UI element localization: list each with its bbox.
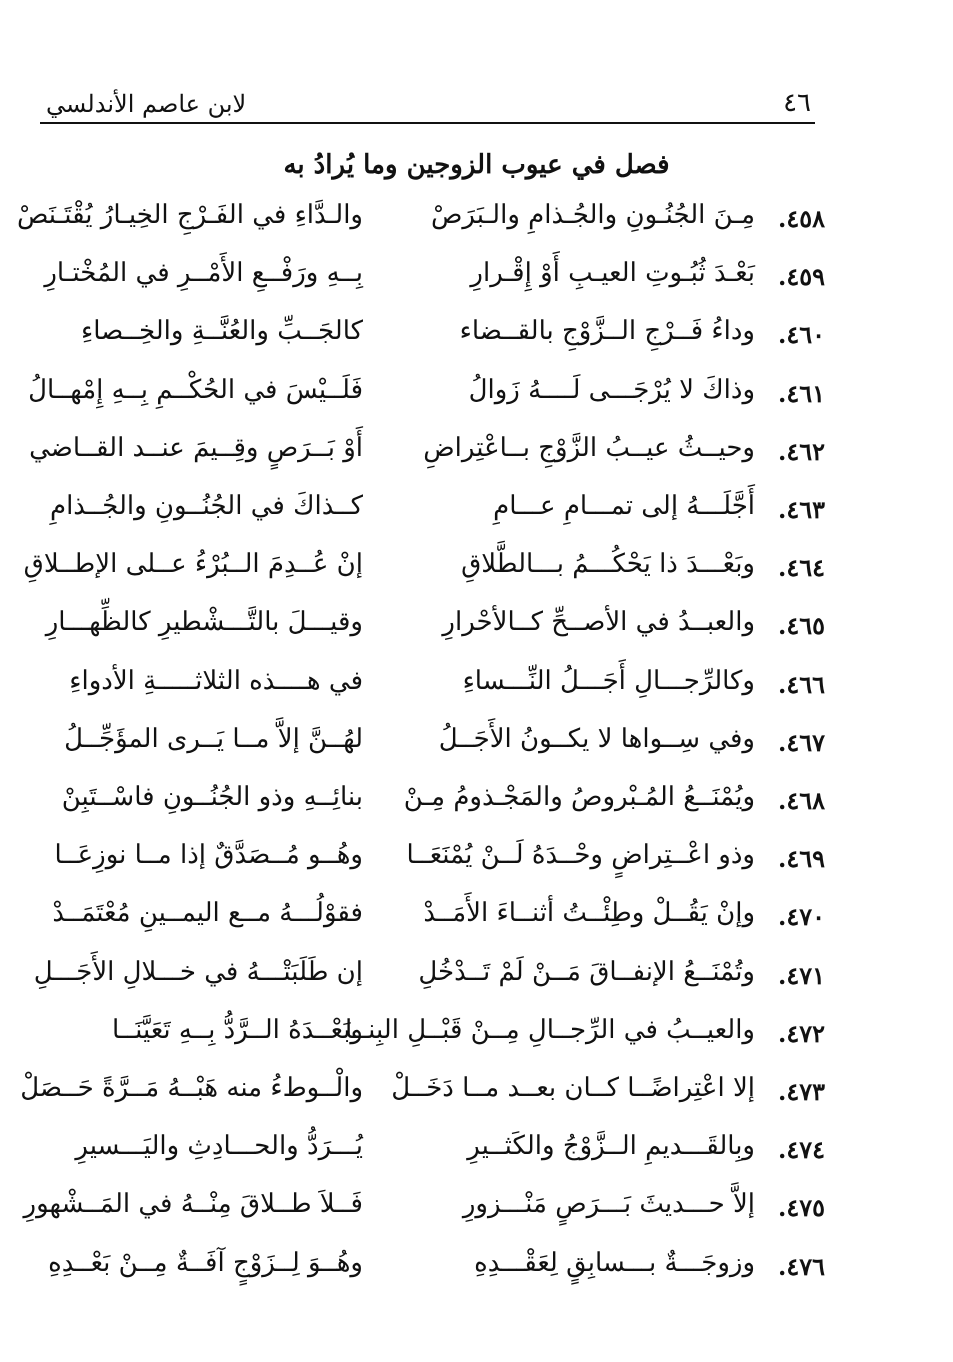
verse-row [0,371,953,429]
verse-second-hemistich: وبَعْــدَهُ الــرَّدُّ بِــهِ تَعَيَّنَــا [112,1014,363,1045]
verse-second-hemistich: فَــلاَ طــلاقَ مِنْــهُ في المَــشْهورِ [23,1189,363,1220]
verse-number: ٤٧٥. [777,1193,825,1223]
verse-second-hemistich: وهُــو مُــصَدَّقٌ إذا مــا نوزِعَــا [54,840,363,871]
verse-first-hemistich: وزوجَـــةٌ بـــسابِقٍ لِعَقْـــدِهِ [474,1247,755,1278]
verse-first-hemistich: وبِالقَـــديمِ الــزَّوْجُ والكَثــيرِ [467,1131,755,1162]
verse-number: ٤٦٤. [777,553,825,583]
verse-second-hemistich: وقيـــلَ بالتَّـــشْطيرِ كالظِّهـــارِ [45,607,363,638]
verse-second-hemistich: إنْ عُــدِمَ الــبُرْءُ عــلى الإطــلاقِ [23,549,363,580]
verse-row [0,1069,953,1127]
verse-row [0,1127,953,1185]
verse-second-hemistich: بِــهِ ورَفْــعِ الأَمْــرِ في المُخْتـارِ [44,258,363,289]
verse-number: ٤٥٩. [777,262,825,292]
verse-number: ٤٦٩. [777,844,825,874]
verse-second-hemistich: أَوْ بَــرَصٍ وقِــيمَ عنــد القــاضي [29,432,363,463]
verse-second-hemistich: لهُــنَّ إلاَّ مــا يَــرى المؤَجِّــلُ [64,723,363,754]
verse-first-hemistich: وتُمْنَــعُ الإنفــاقَ مَــنْ لَمْ تَــدْخُلِ [418,956,755,987]
verse-first-hemistich: بَعْـدَ ثُبُـوتِ العيـبِ أَوْ إِقْـرارِ [470,258,755,289]
verse-row [0,953,953,1011]
verse-second-hemistich: كــذاكَ في الجُنُــونِ والجُــذامِ [49,491,363,521]
verse-second-hemistich: فَلَــيْسَ في الحُكْــمِ بِــهِ إِمْهــالُ [28,374,363,405]
verse-number: ٤٦٦. [777,669,825,699]
verse-number: ٤٦٢. [777,436,825,466]
verse-row [0,254,953,312]
verse-row [0,545,953,603]
verse-second-hemistich: والْــوطءُ منه هَبْــهُ مَــرَّةً حَــصَلْ [20,1073,363,1103]
verse-row [0,1244,953,1302]
verse-number: ٤٦٧. [777,727,825,757]
page-header [40,80,815,124]
verse-first-hemistich: وحيــثُ عيــبُ الزَّوْجِ بــاعْتِراضِ [423,432,755,463]
verse-number: ٤٧٠. [777,902,825,932]
verse-number: ٤٦٠. [777,320,825,350]
verse-number: ٤٧٣. [777,1077,825,1106]
verse-number: ٤٧٦. [777,1251,825,1281]
section-title: فصل في عيوب الزوجين وما يُرادُ به [283,150,670,180]
running-title: لابن عاصم الأندلسي [46,90,247,118]
verse-row [0,778,953,836]
verse-number: ٤٧١. [777,960,825,990]
verse-row [0,662,953,720]
verse-second-hemistich: يُـــرَدُّ والحـــادِثِ واليَـــسيرِ [75,1131,363,1162]
verse-first-hemistich: وبَعْـــدَ ذا يَحْكُـــمُ بـــالطَّلاقِ [461,549,755,580]
verse-row [0,603,953,661]
verse-first-hemistich: وكالرِّجـــالِ أَجَـــلُ النِّـــساءِ [462,665,755,696]
verse-first-hemistich: وذاكَ لا يُرْجَـــى لَــــهُ زَوالُ [468,374,755,405]
verse-number: ٤٦٣. [777,495,825,524]
verse-second-hemistich: فقوْلُـــهُ مــع اليمــينِ مُعْتَمَــدْ [52,898,363,929]
verse-second-hemistich: كالجَــبِّ والعُنَّــةِ والخِــصاءِ [81,316,363,347]
verse-second-hemistich: إن طَلَبَتْـــهُ في خـــلالِ الأَجَـــلِ [33,956,363,987]
verse-number: ٤٥٨. [777,204,825,233]
verse-second-hemistich: والـدَّاءِ في الفَـرْجِ الخِيـارُ يُقْتَـنَصْ [16,200,363,230]
verse-first-hemistich: أَجَّلَـــهُ إلى تمـــامِ عـــامِ [493,491,755,521]
verse-first-hemistich: مِـنَ الجُنُـونِ والجُـذامِ والـبَرَصْ [430,200,755,230]
verse-first-hemistich: وإنْ يَقُــلْ وطِئْــتُ أثنــاءَ الأَمَــدْ [423,898,755,929]
verse-row [0,429,953,487]
verse-row [0,720,953,778]
verse-number: ٤٦١. [777,378,825,408]
verse-row [0,487,953,545]
verse-first-hemistich: وذو اعْــتِراضٍ وحْــدَهُ لَــنْ يُمْنَعَــا [406,840,755,871]
verse-first-hemistich: والعبــدُ في الأصــحِّ كــالأحْرارِ [442,607,755,638]
verse-first-hemistich: إلا اعْتِراضًــا كــان بعــد مــا دَخَــلْ [391,1073,755,1103]
verse-row [0,836,953,894]
verse-second-hemistich: في هــــذه الثلاثـــــةِ الأدواءِ [69,665,363,696]
verse-second-hemistich: وهُــوَ لِــزَوْجٍ آفَــةٌ مِــنْ بَعْــدِهِ [48,1247,363,1278]
verse-first-hemistich: وداءُ فَــرْجِ الــزَّوْجِ بالقــضاء [459,316,755,347]
verse-first-hemistich: وفي سِــواها لا يكــونُ الأَجَــلُ [438,723,755,754]
verse-first-hemistich: إلاَّ حـــديثَ بَـــرَصٍ مَنْـــزورِ [462,1189,755,1220]
page-number: ٤٦ [783,88,811,118]
verse-number: ٤٦٥. [777,611,825,641]
verse-row [0,312,953,370]
verse-first-hemistich: والعيــبُ في الرِّجــالِ مِــنْ قَبْــلِ البِنــا [344,1014,755,1045]
verse-row [0,894,953,952]
verse-row [0,196,953,254]
verse-number: ٤٧٢. [777,1018,825,1048]
verse-number: ٤٧٤. [777,1135,825,1165]
verse-number: ٤٦٨. [777,786,825,815]
verse-row [0,1011,953,1069]
verse-row [0,1185,953,1243]
verse-first-hemistich: ويُمْنَــعُ المُـبْروصُ والمَجْـذومُ مِـنْ [403,782,755,812]
verse-second-hemistich: بنائِــهِ وذو الجُنُــونِ فاسْــتَبِنْ [61,782,363,812]
